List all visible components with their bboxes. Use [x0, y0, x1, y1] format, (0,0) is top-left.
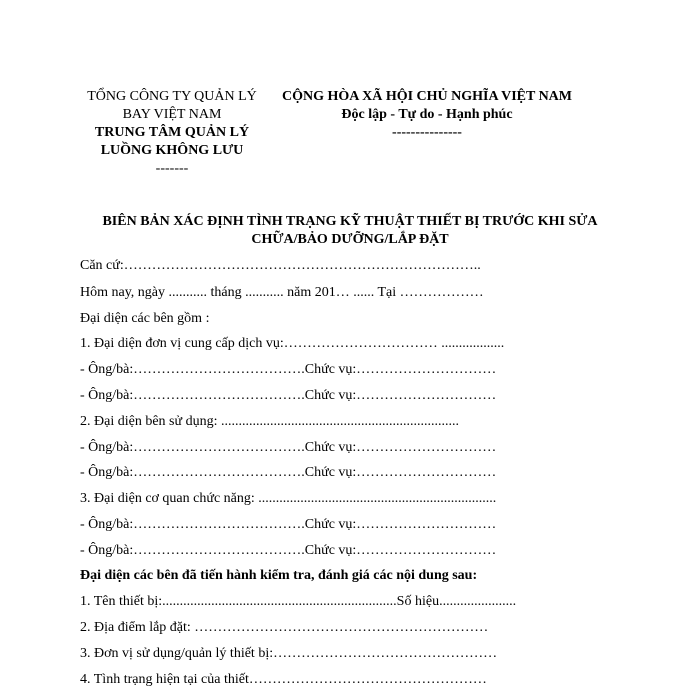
authority-line: 3. Đại diện cơ quan chức năng: .................................................................... — [80, 491, 497, 506]
organization-header — [72, 88, 272, 178]
authority-rep-1: - Ông/bà:……………………………….Chức vụ:………………………… — [80, 517, 497, 532]
date-place-line: Hôm nay, ngày ........... tháng ........... năm 201… ...... Tại ……………… — [80, 285, 484, 300]
authority-rep-2: - Ông/bà:……………………………….Chức vụ:………………………… — [80, 543, 497, 558]
national-divider: --------------- — [392, 125, 462, 140]
national-motto: Độc lập - Tự do - Hạnh phúc — [341, 107, 513, 122]
org-line-2: BAY VIỆT NAM — [122, 107, 222, 122]
org-line-4: LUỒNG KHÔNG LƯU — [100, 143, 244, 158]
provider-rep-2: - Ông/bà:……………………………….Chức vụ:………………………… — [80, 388, 497, 403]
provider-rep-1: - Ông/bà:……………………………….Chức vụ:………………………… — [80, 362, 497, 377]
org-line-1: TỔNG CÔNG TY QUẢN LÝ — [87, 89, 257, 104]
org-divider: ------- — [155, 161, 189, 176]
document-title — [90, 213, 610, 249]
managing-unit-line: 3. Đơn vị sử dụng/quản lý thiết bị:………………………………………… — [80, 646, 498, 661]
inspection-heading: Đại diện các bên đã tiến hành kiểm tra, đánh giá các nội dung sau: — [80, 568, 478, 583]
user-line: 2. Đại diện bên sử dụng: .................................................................... — [80, 414, 459, 429]
install-location-line: 2. Địa điểm lắp đặt: ……………………………………………………… — [80, 620, 489, 635]
national-title: CỘNG HÒA XÃ HỘI CHỦ NGHĨA VIỆT NAM — [281, 89, 572, 104]
user-rep-1: - Ông/bà:……………………………….Chức vụ:………………………… — [80, 440, 497, 455]
title-line-1: BIÊN BẢN XÁC ĐỊNH TÌNH TRẠNG KỸ THUẬT THIẾT BỊ TRƯỚC KHI SỬA — [102, 214, 598, 229]
device-name-line: 1. Tên thiết bị:...................................................................Số hiệu...................... — [80, 594, 517, 609]
basis-line: Căn cứ:………………………………………………………………….. — [80, 258, 481, 273]
title-line-2: CHỮA/BẢO DƯỠNG/LẮP ĐẶT — [251, 232, 449, 247]
current-state-line: 4. Tình trạng hiện tại của thiết…………………………………………… — [80, 672, 487, 687]
parties-heading: Đại diện các bên gồm : — [80, 311, 210, 326]
user-rep-2: - Ông/bà:……………………………….Chức vụ:………………………… — [80, 465, 497, 480]
national-header — [272, 88, 582, 142]
org-line-3: TRUNG TÂM QUẢN LÝ — [94, 125, 250, 140]
provider-line: 1. Đại diện đơn vị cung cấp dịch vụ:…………………………… .................. — [80, 336, 505, 351]
